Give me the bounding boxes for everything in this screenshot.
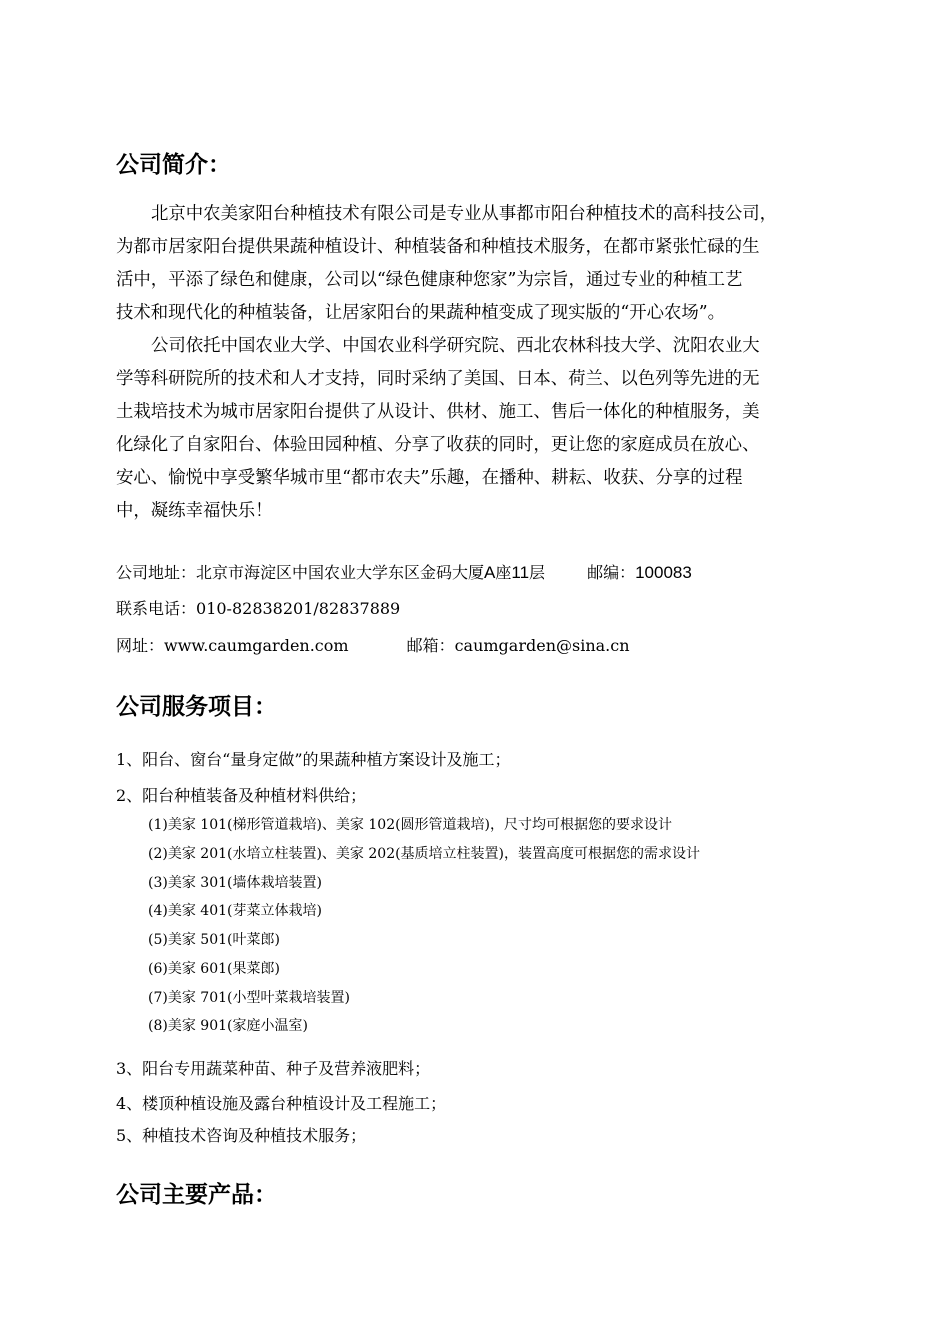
service-item: 4、楼顶种植设施及露台种植设计及工程施工； [116,1094,447,1113]
paragraph-line: 土栽培技术为城市居家阳台提供了从设计、供材、施工、售后一体化的种植服务，美 [116,402,760,422]
web-link[interactable]: www.caumgarden.com [164,636,349,655]
zip-label: 邮编： [587,563,636,582]
service-item: 2、阳台种植装备及种植材料供给； [116,786,367,805]
web-label: 网址： [116,636,165,655]
product-subitem: (3)美家 301(墙体栽培装置) [148,875,322,891]
address-label: 公司地址： [116,563,197,582]
products-heading: 公司主要产品： [116,1182,277,1208]
paragraph-line: 北京中农美家阳台种植技术有限公司是专业从事都市阳台种植技术的高科技公司， [151,204,778,224]
paragraph-line: 活中，平添了绿色和健康，公司以“绿色健康种您家”为宗旨，通过专业的种植工艺 [116,270,743,290]
intro-heading: 公司简介： [116,152,231,178]
address-line [116,561,692,585]
paragraph-line: 技术和现代化的种植装备，让居家阳台的果蔬种植变成了现实版的“开心农场”。 [116,303,726,323]
intro-paragraph-1 [116,198,856,330]
floor-suffix: 层 [529,563,546,582]
product-subitem: (6)美家 601(果菜郎) [148,961,280,977]
product-subitem: (7)美家 701(小型叶菜栽培装置) [148,990,350,1006]
paragraph-line: 安心、愉悦中享受繁华城市里“都市农夫”乐趣，在播种、耕耘、收获、分享的过程 [116,468,743,488]
email-link[interactable]: caumgarden@sina.cn [454,636,630,655]
service-item: 5、种植技术咨询及种植技术服务； [116,1126,367,1145]
product-subitem: (5)美家 501(叶菜郎) [148,932,280,948]
product-subitem: (8)美家 901(家庭小温室) [148,1018,308,1034]
floor-number: 11 [511,563,530,582]
building-letter: A [484,563,496,582]
phone-value: 010-82838201/82837889 [196,599,401,618]
services-heading: 公司服务项目： [116,694,277,720]
product-subitem: (2)美家 201(水培立柱装置)、美家 202(基质培立柱装置)，装置高度可根据您的需求设计 [148,846,701,862]
seat-text: 座 [495,563,512,582]
address-value: 北京市海淀区中国农业大学东区金码大厦 [196,563,485,582]
product-subitem: (4)美家 401(芽菜立体栽培) [148,903,322,919]
paragraph-line: 学等科研院所的技术和人才支持，同时采纳了美国、日本、荷兰、以色列等先进的无 [116,369,760,389]
paragraph-line: 化绿化了自家阳台、体验田园种植、分享了收获的同时，更让您的家庭成员在放心、 [116,435,760,455]
paragraph-line: 公司依托中国农业大学、中国农业科学研究院、西北农林科技大学、沈阳农业大 [151,336,760,356]
intro-paragraph-2 [116,330,856,528]
service-item: 1、阳台、窗台“量身定做”的果蔬种植方案设计及施工； [116,750,511,769]
phone-label: 联系电话： [116,599,197,618]
phone-line [116,597,400,621]
zip-value: 100083 [635,563,692,582]
paragraph-line: 中，凝练幸福快乐！ [116,501,273,521]
service-item: 3、阳台专用蔬菜种苗、种子及营养液肥料； [116,1059,431,1078]
web-email-line [116,634,630,658]
product-subitem: (1)美家 101(梯形管道栽培)、美家 102(圆形管道栽培)，尺寸均可根据您的要求设计 [148,817,673,833]
email-label: 邮箱： [406,636,455,655]
paragraph-line: 为都市居家阳台提供果蔬种植设计、种植装备和种植技术服务，在都市紧张忙碌的生 [116,237,760,257]
